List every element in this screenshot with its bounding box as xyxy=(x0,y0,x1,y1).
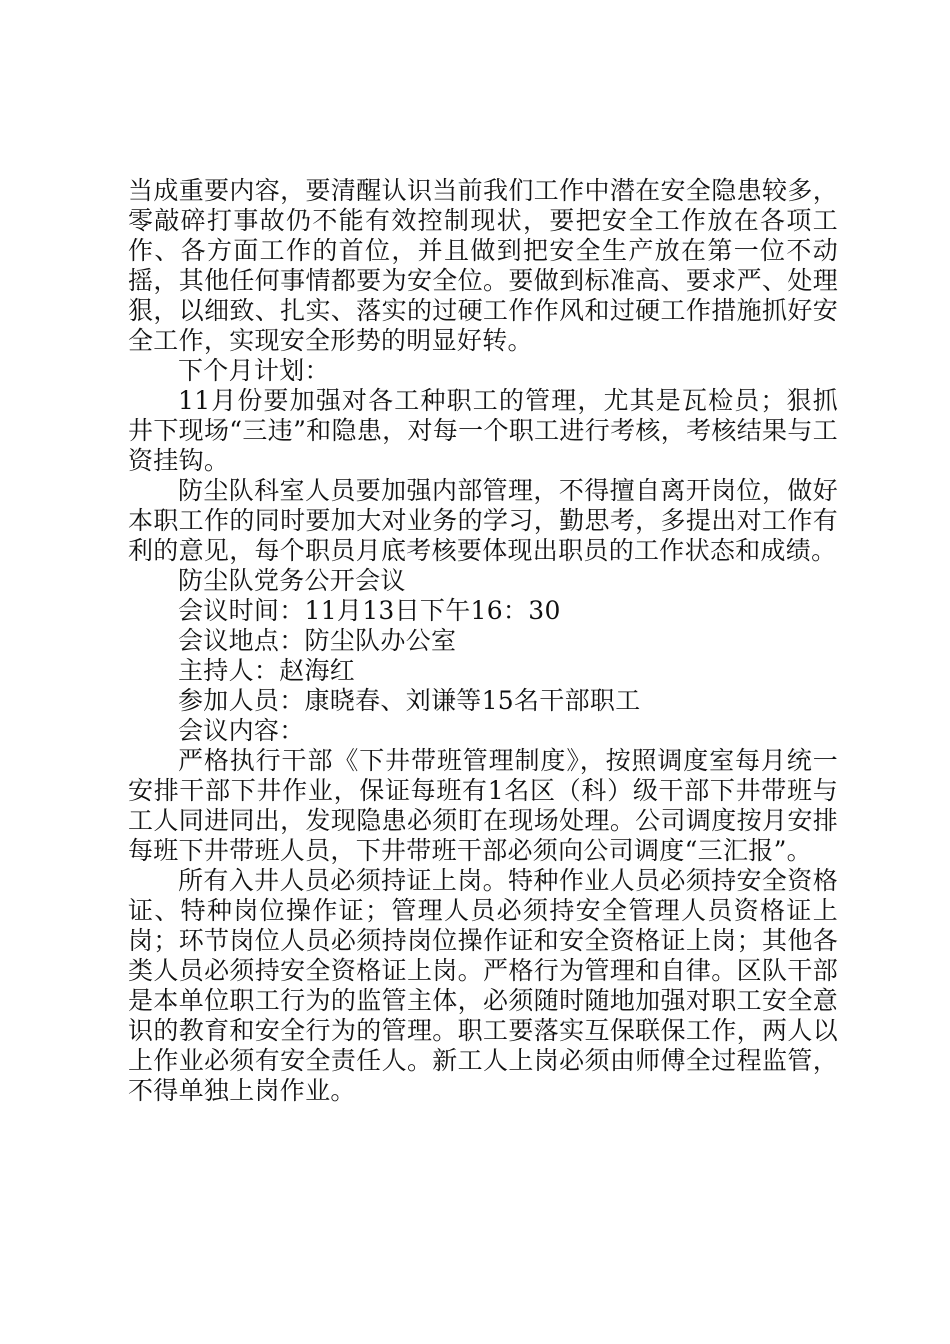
heading-next-month-plan: 下个月计划： xyxy=(178,356,330,385)
paragraph-office-staff: 防尘队科室人员要加强内部管理，不得擅自离开岗位，做好本职工作的同时要加大对业务的学习，勤思考，多提出对工作有利的意见，每个职员月底考核要体现出职员的工作状态和成绩。 xyxy=(128,476,838,565)
heading-party-meeting: 防尘队党务公开会议 xyxy=(178,566,406,595)
meeting-attendees: 参加人员：康晓春、刘谦等15名干部职工 xyxy=(178,686,641,715)
paragraph-certification: 所有入井人员必须持证上岗。特种作业人员必须持安全资格证、特种岗位操作证；管理人员必须持安全管理人员资格证上岗；环节岗位人员必须持岗位操作证和安全资格证上岗；其他各类人员必须持安全资格证上岗。严格行为管理和自律。区队干部是本单位职工行为的监管主体，必须随时随地加强对职工安全意识的教育和安全行为的管理。职工要落实互保联保工作，两人以上作业必须有安全责任人。新工人上岗必须由师傅全过程监管，不得单独上岗作业。 xyxy=(128,866,838,1105)
paragraph-shift-management: 严格执行干部《下井带班管理制度》，按照调度室每月统一安排干部下井作业，保证每班有1名区（科）级干部下井带班与工人同进同出，发现隐患必须盯在现场处理。公司调度按月安排每班下井带班人员，下井带班干部必须向公司调度“三汇报”。 xyxy=(128,746,838,865)
meeting-host: 主持人：赵海红 xyxy=(178,656,356,685)
paragraph-november-plan: 11月份要加强对各工种职工的管理，尤其是瓦检员；狠抓井下现场“三违”和隐患，对每一个职工进行考核，考核结果与工资挂钩。 xyxy=(128,386,838,475)
document-body xyxy=(128,176,838,1106)
meeting-time: 会议时间：11月13日下午16：30 xyxy=(178,596,561,625)
meeting-location: 会议地点：防尘队办公室 xyxy=(178,626,457,655)
meeting-content-label: 会议内容： xyxy=(178,716,305,745)
paragraph-safety-continuation: 当成重要内容，要清醒认识当前我们工作中潜在安全隐患较多，零敲碎打事故仍不能有效控制现状，要把安全工作放在各项工作、各方面工作的首位，并且做到把安全生产放在第一位不动摇，其他任何事情都要为安全位。要做到标准高、要求严、处理狠，以细致、扎实、落实的过硬工作作风和过硬工作措施抓好安全工作，实现安全形势的明显好转。 xyxy=(128,176,838,355)
